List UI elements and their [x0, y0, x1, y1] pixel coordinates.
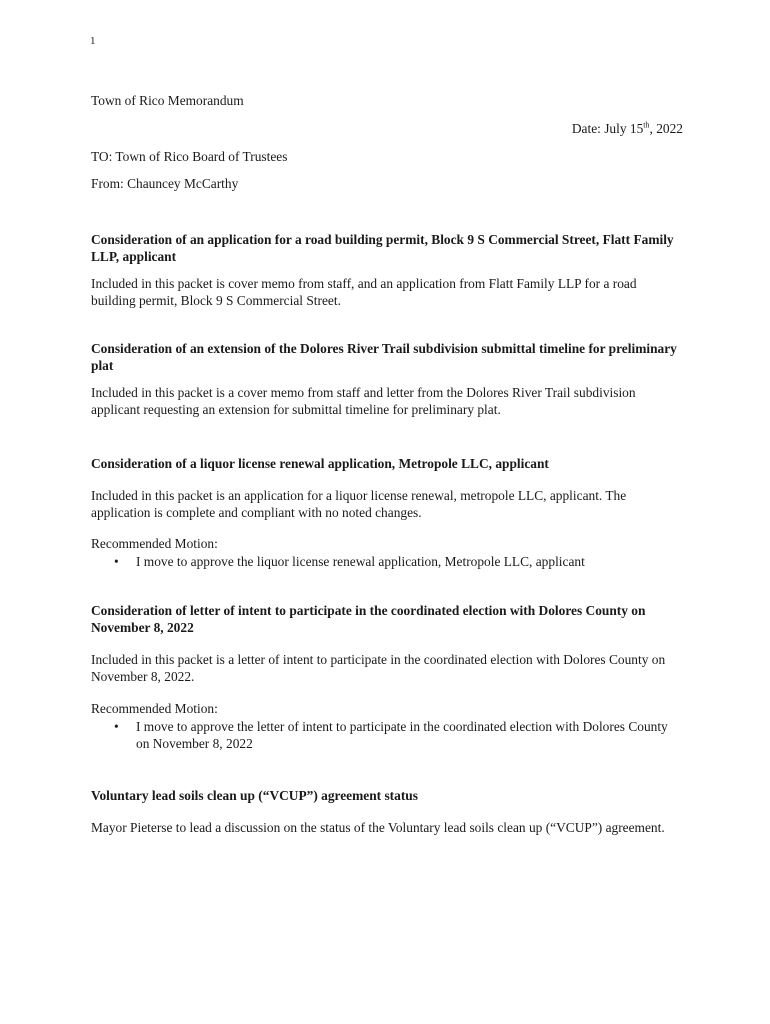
memo-to: TO: Town of Rico Board of Trustees	[91, 149, 288, 164]
motion-item	[91, 718, 683, 752]
section-vcup	[91, 787, 683, 836]
memo-date	[91, 120, 683, 137]
section-liquor-license	[91, 455, 683, 570]
section-heading: Voluntary lead soils clean up (“VCUP”) agreement status	[91, 788, 418, 803]
memo-date-suffix: , 2022	[649, 121, 683, 136]
bullet-icon: •	[114, 554, 119, 569]
section-trail-extension	[91, 340, 683, 418]
page-number: 1	[90, 35, 96, 47]
bullet-icon: •	[114, 719, 119, 734]
motion-text: I move to approve the letter of intent to participate in the coordinated election with Dolores County on November 8, 2022	[136, 719, 668, 751]
motion-list	[91, 553, 683, 570]
section-heading: Consideration of letter of intent to participate in the coordinated election with Dolores County on November 8, 2022	[91, 603, 646, 635]
motion-text: I move to approve the liquor license renewal application, Metropole LLC, applicant	[136, 554, 585, 569]
section-body: Included in this packet is a cover memo from staff and letter from the Dolores River Trail subdivision applicant requesting an extension for submittal timeline for preliminary plat.	[91, 385, 636, 417]
section-body: Included in this packet is cover memo from staff, and an application from Flatt Family LLP for a road building permit, Block 9 S Commercial Street.	[91, 276, 637, 308]
memo-date-ordinal: th	[643, 120, 650, 130]
section-heading: Consideration of a liquor license renewal application, Metropole LLC, applicant	[91, 456, 549, 471]
memo-date-prefix: Date: July 15	[571, 121, 644, 136]
section-heading: Consideration of an application for a road building permit, Block 9 S Commercial Street, Flatt Family LLP, applicant	[91, 232, 674, 264]
section-road-permit	[91, 231, 683, 309]
recommended-motion-label: Recommended Motion:	[91, 701, 218, 716]
section-election	[91, 602, 683, 752]
section-body: Included in this packet is an application for a liquor license renewal, metropole LLC, applicant. The application is complete and compliant with no noted changes.	[91, 488, 627, 520]
section-body: Included in this packet is a letter of intent to participate in the coordinated election with Dolores County on November 8, 2022.	[91, 652, 666, 684]
section-body: Mayor Pieterse to lead a discussion on the status of the Voluntary lead soils clean up (“VCUP”) agreement.	[91, 820, 665, 835]
memo-from: From: Chauncey McCarthy	[91, 176, 239, 191]
motion-item	[91, 553, 683, 570]
recommended-motion-label: Recommended Motion:	[91, 536, 218, 551]
section-heading: Consideration of an extension of the Dolores River Trail subdivision submittal timeline for preliminary plat	[91, 341, 677, 373]
motion-list	[91, 718, 683, 752]
memorandum	[91, 92, 683, 836]
memo-title: Town of Rico Memorandum	[91, 93, 244, 108]
